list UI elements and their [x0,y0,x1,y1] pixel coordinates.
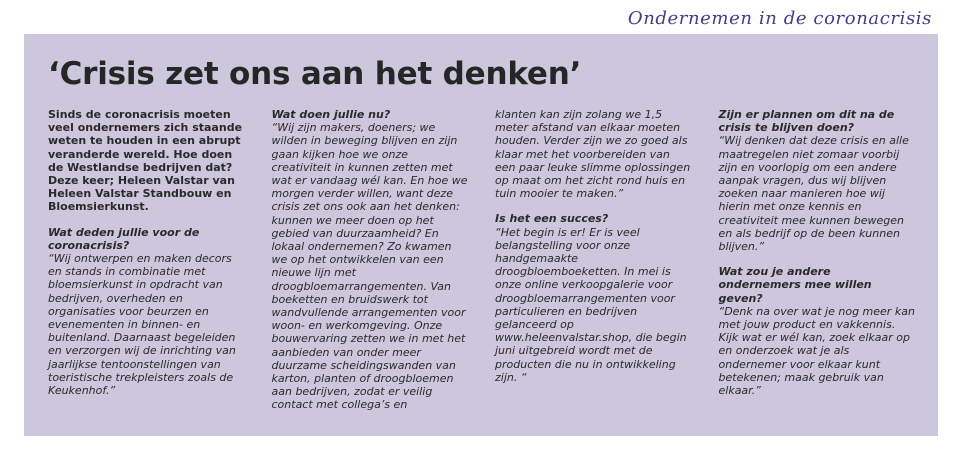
question-5: Wat zou je andere ondernemers mee willen geven? [718,265,872,305]
question-2: Wat doen jullie nu? [271,108,391,121]
answer-2: “Wij zijn makers, doeners; we wilden in beweging blijven en zijn gaan kijken hoe we onze creativiteit in kunnen zetten met wat er vandaag wél kan. En hoe we morgen verder willen, want deze crisis zet ons ook aan het denken: kunnen we meer doen op het gebied van duurzaamheid? En lokaal ondernemen? Zo kwamen we op het ontwikkelen van een nieuwe lijn met droogbloemarrangementen. Van boeketten en bruidswerk tot wandvullende arrangementen voor woon- en werkomgeving. Onze bouwervaring zetten we in met het aanbieden van onder meer duurzame scheidingswanden van karton, planten of droogbloemen aan bedrijven, zodat er veilig contact met collega’s en [271,121,468,412]
article-headline: ‘Crisis zet ons aan het denken’ [48,56,582,92]
answer-4: “Wij denken dat deze crisis en alle maatregelen niet zomaar voorbij zijn en voorlopig om een andere aanpak vragen, dus wij blijven zoeken naar manieren hoe wij hierin met onze kennis en creativiteit mee kunnen bewegen en als bedrijf op de been kunnen blijven.” [718,134,909,254]
question-3: Is het een succes? [495,212,609,226]
article-panel [24,34,938,436]
question-1: Wat deden jullie voor de coronacrisis? [48,225,200,252]
column-1 [48,108,246,424]
article-columns [48,108,916,424]
section-label: Ondernemen in de coronacrisis [627,8,932,29]
column-2 [272,108,470,424]
column-4 [719,108,917,424]
column-3 [495,108,693,424]
answer-1: “Wij ontwerpen en maken decors en stands in combinatie met bloemsierkunst in opdracht van bedrijven, overheden en organisaties voor beurzen en evenementen in binnen- en buitenland. Daarnaast begeleiden en verzorgen wij de inrichting van jaarlijkse tentoonstellingen van toeristische trekpleisters zoals de Keukenhof.” [48,252,236,398]
question-4: Zijn er plannen om dit na de crisis te blijven doen? [718,108,895,135]
answer-3: “Het begin is er! Er is veel belangstelling voor onze handgemaakte droogbloemboeketten. In mei is onze online verkoopgalerie voor droogbloemarrangementen voor particulieren en bedrijven gelanceerd op www.heleenvalstar.shop, die begin juni uitgebreid wordt met de producten die nu in ontwikkeling zijn. “ [495,225,687,384]
article-intro: Sinds de coronacrisis moeten veel ondernemers zich staande weten te houden in een abrupt veranderde wereld. Hoe doen de Westlandse bedrijven dat? Deze keer; Heleen Valstar van Heleen Valstar Standbouw en Bloemsierkunst. [48,108,243,214]
answer-5: “Denk na over wat je nog meer kan met jouw product en vakkennis. Kijk wat er wél kan, zoek elkaar op en onderzoek wat je als ondernemer voor elkaar kunt betekenen; maak gebruik van elkaar.” [718,304,915,398]
answer-2-continued: klanten kan zijn zolang we 1,5 meter afstand van elkaar moeten houden. Verder zijn we zo goed als klaar met het voorbereiden van een paar leuke slimme oplossingen op maat om het zicht rond huis en tuin mooier te maken.” [495,108,691,201]
